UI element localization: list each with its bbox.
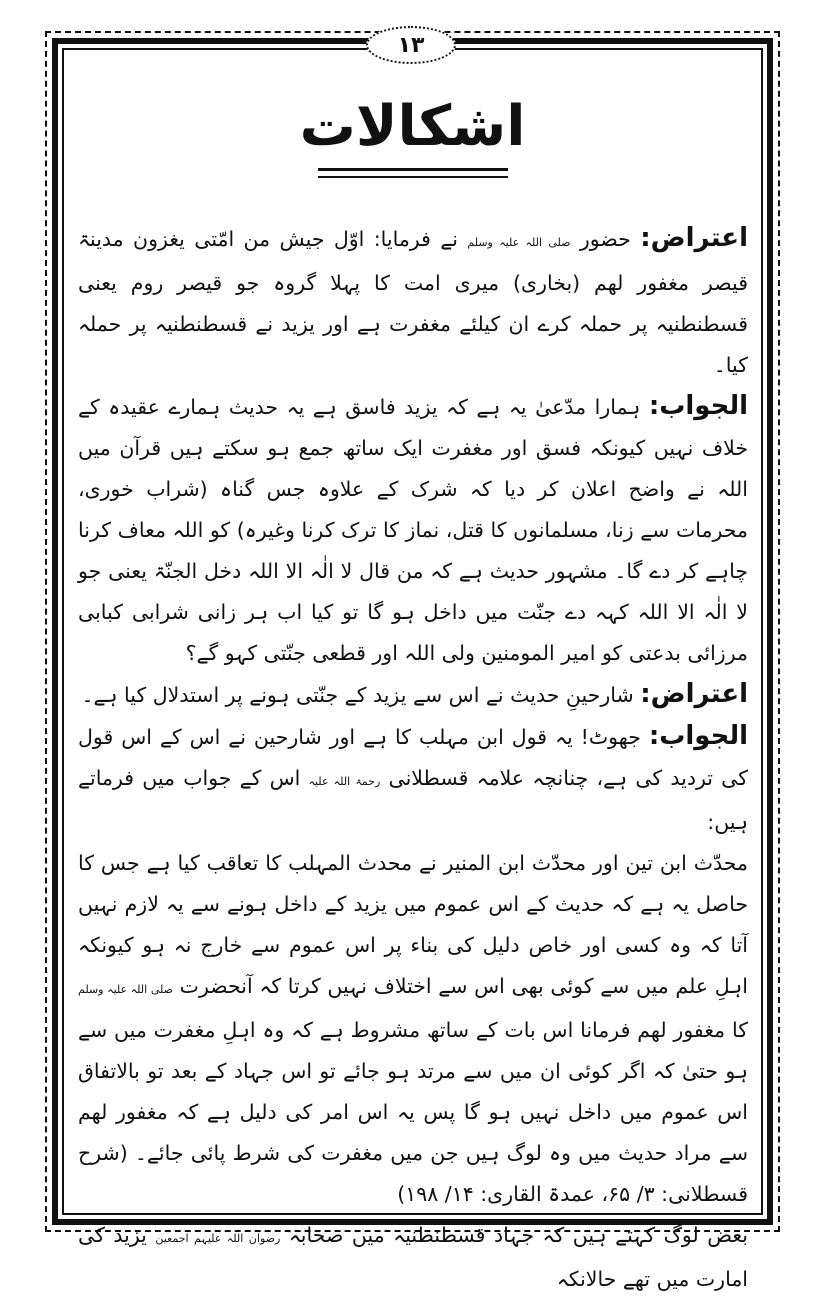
paragraph-objection-2 [78, 674, 748, 716]
paragraph-answer-2 [78, 716, 748, 843]
answer-label: الجواب: [648, 391, 748, 421]
paragraph-text-continued: کا مغفور لھم فرمانا اس بات کے ساتھ مشروط ہے کہ وہ اہلِ مغفرت میں سے ہو حتیٰ کہ اگر کوئی ان میں سے مرتد ہو جائے تو اس جہاد کے بعد تو بالاتفاق اس عموم میں داخل نہیں ہو گا پس یہ اس امر کی دلیل ہے کہ مغفور لھم سے مراد حدیث میں وہ لوگ ہیں جن میں مغفرت کی شرط پائی جائے۔ (شرح قسطلانی: ۳/ ۶۵، عمدۃ القاری: ۱۴/ ۱۹۸) [78, 1018, 748, 1206]
paragraph-text: بعض لوگ کہتے ہیں کہ جہاد قسطنطنیہ میں صحابہ [288, 1223, 748, 1247]
paragraph-text: شارحینِ حدیث نے اس سے یزید کے جنّتی ہونے پر استدلال کیا ہے۔ [81, 683, 634, 707]
paragraph-quotation [78, 843, 748, 1215]
paragraph-text: ہمارا مدّعیٰ یہ ہے کہ یزید فاسق ہے یہ حدیث ہمارے عقیدہ کے خلاف نہیں کیونکہ فسق اور مغفرت ایک ساتھ جمع ہو سکتے ہیں قرآن میں اللہ نے واضح اعلان کر دیا کہ شرک کے علاوہ جس گناہ (شراب خوری، محرمات سے زنا، مسلمانوں کا قتل، نماز کا ترک کرنا وغیرہ) کو اللہ معاف کرنا چاہے کر دے گا۔ مشہور حدیث ہے کہ من قال لا الٰہ الا اللہ دخل الجنّۃ یعنی جو لا الٰہ الا اللہ کہہ دے جنّت میں داخل ہو گا تو کیا اب ہر زانی شرابی کبابی مرزائی بدعتی کو امیر المومنین ولی اللہ اور قطعی جنّتی کہو گے؟ [78, 395, 748, 665]
objection-label: اعتراض: [640, 679, 748, 709]
paragraph-text: حضور [579, 227, 631, 251]
paragraph-text-continued: اس کے جواب میں فرماتے ہیں: [78, 766, 748, 834]
paragraph-answer-1 [78, 386, 748, 674]
honorific: صلی اللہ علیہ وسلم [78, 983, 173, 996]
paragraph-text: جھوٹ! یہ قول ابن مہلب کا ہے اور شارحین نے اس کے اس قول کی تردید کی ہے، چنانچہ علامہ قسطلانی [78, 725, 749, 790]
honorific: صلی اللہ علیہ وسلم [467, 236, 571, 249]
page-number: ۱۳ [397, 32, 425, 58]
paragraph-text-continued: نے فرمایا: اوّل جیش من امّتی یغزون مدینۃ قیصر مغفور لھم (بخاری) میری امت کا پہلا گروہ جو قیصر روم یعنی قسطنطنیہ پر حملہ کرے ان کیلئے مغفرت ہے اور یزید نے قسطنطنیہ پر حملہ کیا۔ [78, 227, 748, 377]
paragraph-text-continued: یزید کی امارت میں تھے حالانکہ [78, 1223, 748, 1291]
title-underline [318, 168, 508, 178]
page-title: اشکالات [299, 94, 526, 159]
paragraph-text: محدّث ابن تین اور محدّث ابن المنیر نے محدث المہلب کا تعاقب کیا ہے جس کا حاصل یہ ہے کہ حدیث کے اس عموم میں یزید کے داخل ہونے سے یہ لازم نہیں آتا کہ وہ کسی اور خاص دلیل کی بناء پر اس عموم سے خارج نہ ہو کیونکہ اہلِ علم میں سے کوئی بھی اس سے اختلاف نہیں کرتا کہ آنحضرت [78, 851, 748, 998]
text-body [78, 218, 748, 1300]
paragraph-objection-1 [78, 218, 748, 386]
paragraph-final [78, 1215, 748, 1300]
honorific: رضوان اللہ علیہم اجمعین [155, 1232, 281, 1245]
answer-label: الجواب: [648, 721, 748, 751]
page-number-badge [366, 26, 456, 64]
objection-label: اعتراض: [640, 223, 748, 253]
honorific: رحمۃ اللہ علیہ [308, 775, 381, 788]
